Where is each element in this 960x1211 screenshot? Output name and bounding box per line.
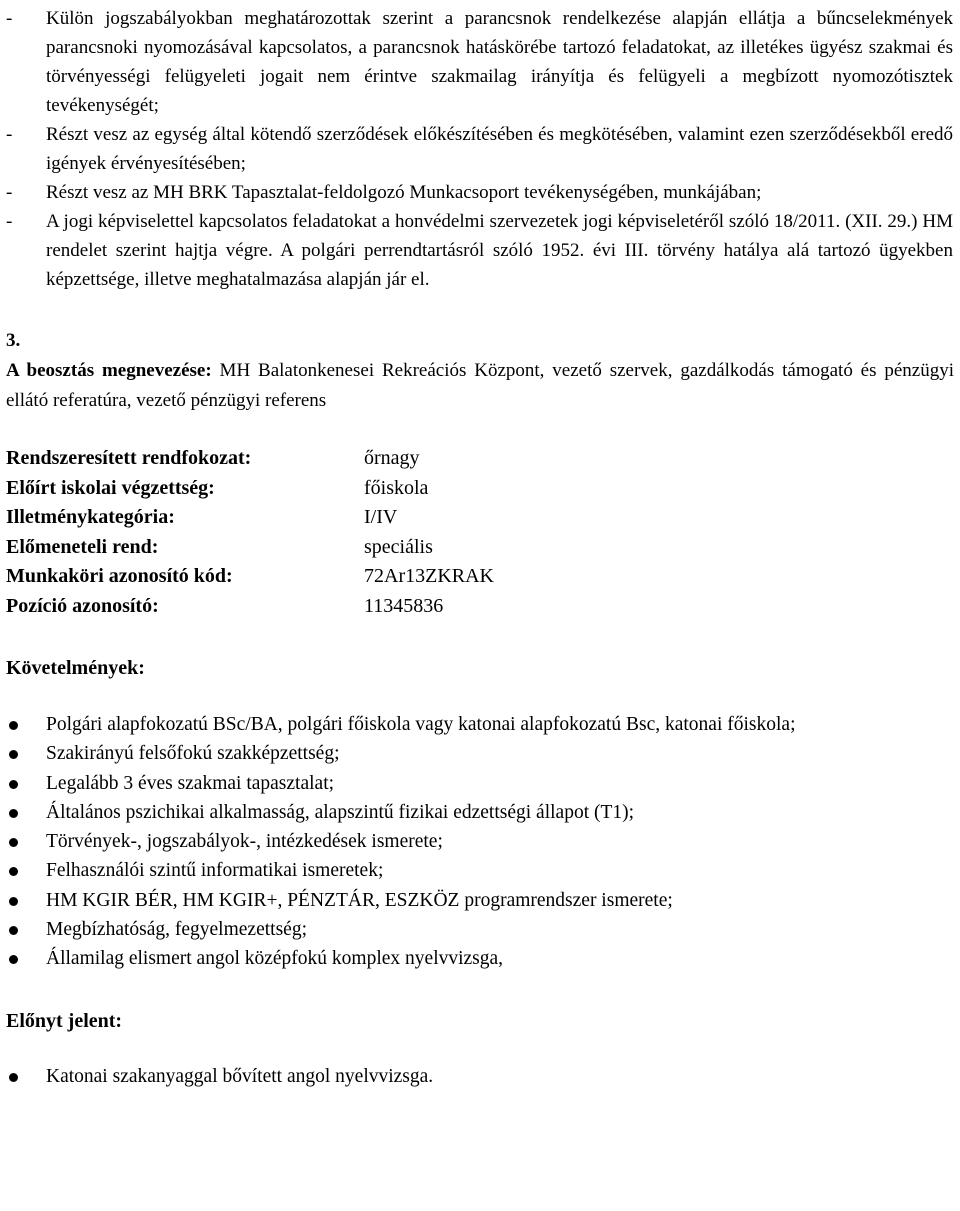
dash-marker: -: [6, 211, 13, 232]
bullet-icon: [9, 955, 18, 964]
detail-value: főiskola: [364, 476, 429, 499]
advantages-list: [6, 1062, 954, 1091]
bullet-icon: [9, 809, 18, 818]
detail-row: [6, 533, 954, 563]
duties-list: [6, 4, 954, 294]
detail-value: őrnagy: [364, 447, 420, 469]
requirement-item: [6, 827, 954, 856]
requirement-item: [6, 798, 954, 827]
requirement-item: [6, 886, 954, 915]
position-value: MH Balatonkenesei Rekreációs Központ, vezető szervek, gazdálkodás támogató és pénzügyi ellátó referatúra, vezető pénzügyi referens: [6, 360, 955, 411]
duty-text: Külön jogszabályokban meghatározottak szerint a parancsnok rendelkezése alapján ellátja a bűncselekmények parancsnoki nyomozásával kapcsolatos, a parancsnok hatáskörébe tartozó feladatokat, az illetékes ügyész szakmai és törvényességi felügyeleti jogait nem érintve szakmailag irányítja és felügyeli a megbízott nyomozótisztek tevékenységét;: [46, 8, 953, 116]
dash-marker: -: [6, 124, 13, 145]
advantages-heading: Előnyt jelent:: [6, 1009, 123, 1032]
bullet-icon: [9, 926, 18, 935]
requirement-item: [6, 944, 954, 973]
detail-label: Rendszeresített rendfokozat:: [6, 447, 252, 469]
requirements-heading: Követelmények:: [6, 657, 145, 679]
detail-value: 72Ar13ZKRAK: [364, 565, 494, 587]
requirement-text: Megbízhatóság, fegyelmezettség;: [46, 919, 307, 941]
requirements-list: [6, 710, 954, 974]
bullet-icon: [9, 838, 18, 847]
bullet-icon: [9, 897, 18, 906]
advantage-item: [6, 1062, 954, 1091]
requirement-text: Felhasználói szintű informatikai ismeretek;: [46, 860, 384, 882]
detail-label: Illetménykategória:: [6, 506, 175, 528]
position-details: [6, 444, 954, 621]
requirement-item: [6, 915, 954, 944]
requirement-item: [6, 856, 954, 885]
duty-text: Részt vesz az MH BRK Tapasztalat-feldolgozó Munkacsoport tevékenységében, munkájában;: [46, 182, 762, 203]
bullet-icon: [9, 750, 18, 759]
duty-item: [6, 207, 953, 294]
detail-label: Munkaköri azonosító kód:: [6, 565, 233, 587]
requirement-text: Általános pszichikai alkalmasság, alapszintű fizikai edzettségi állapot (T1);: [46, 801, 635, 823]
duty-item: [6, 120, 953, 178]
detail-row: [6, 592, 954, 622]
requirement-text: Törvények-, jogszabályok-, intézkedések ismerete;: [46, 831, 443, 853]
requirement-text: Államilag elismert angol középfokú komplex nyelvvizsga,: [46, 948, 504, 970]
requirement-item: [6, 739, 954, 768]
dash-marker: -: [6, 182, 13, 203]
bullet-icon: [9, 867, 18, 876]
detail-value: I/IV: [364, 506, 398, 528]
detail-label: Előírt iskolai végzettség:: [6, 476, 215, 499]
bullet-icon: [9, 721, 18, 730]
requirement-item: [6, 769, 954, 798]
detail-row: [6, 503, 954, 533]
detail-row: [6, 474, 954, 504]
dash-marker: -: [6, 8, 13, 29]
detail-value: speciális: [364, 535, 433, 558]
bullet-icon: [9, 1073, 18, 1082]
requirement-text: HM KGIR BÉR, HM KGIR+, PÉNZTÁR, ESZKÖZ programrendszer ismerete;: [46, 889, 673, 911]
detail-label: Előmeneteli rend:: [6, 535, 159, 558]
detail-row: [6, 444, 954, 474]
position-title: [6, 356, 954, 416]
duty-item: [6, 4, 953, 120]
duty-item: [6, 178, 953, 207]
position-label: A beosztás megnevezése:: [6, 360, 212, 381]
section-number: 3.: [6, 330, 21, 351]
requirement-text: Polgári alapfokozatú BSc/BA, polgári főiskola vagy katonai alapfokozatú Bsc, katonai főiskola;: [46, 714, 796, 735]
advantage-text: Katonai szakanyaggal bővített angol nyelvvizsga.: [46, 1065, 434, 1087]
detail-value: 11345836: [364, 594, 444, 617]
duty-text: A jogi képviselettel kapcsolatos feladatokat a honvédelmi szervezetek jogi képviseletéről szóló 18/2011. (XII. 29.) HM rendelet szerint hajtja végre. A polgári perrendtartásról szóló 1952. évi III. törvény hatálya alá tartozó ügyekben képzettsége, illetve meghatalmazása alapján jár el.: [46, 211, 953, 290]
detail-row: [6, 562, 954, 592]
requirement-text: Legalább 3 éves szakmai tapasztalat;: [46, 772, 335, 794]
requirement-item: [6, 710, 954, 739]
requirement-text: Szakirányú felsőfokú szakképzettség;: [46, 743, 340, 765]
duty-text: Részt vesz az egység által kötendő szerződések előkészítésében és megkötésében, valamint ezen szerződésekből eredő igények érvényesítésében;: [46, 124, 953, 174]
bullet-icon: [9, 780, 18, 789]
detail-label: Pozíció azonosító:: [6, 594, 159, 617]
